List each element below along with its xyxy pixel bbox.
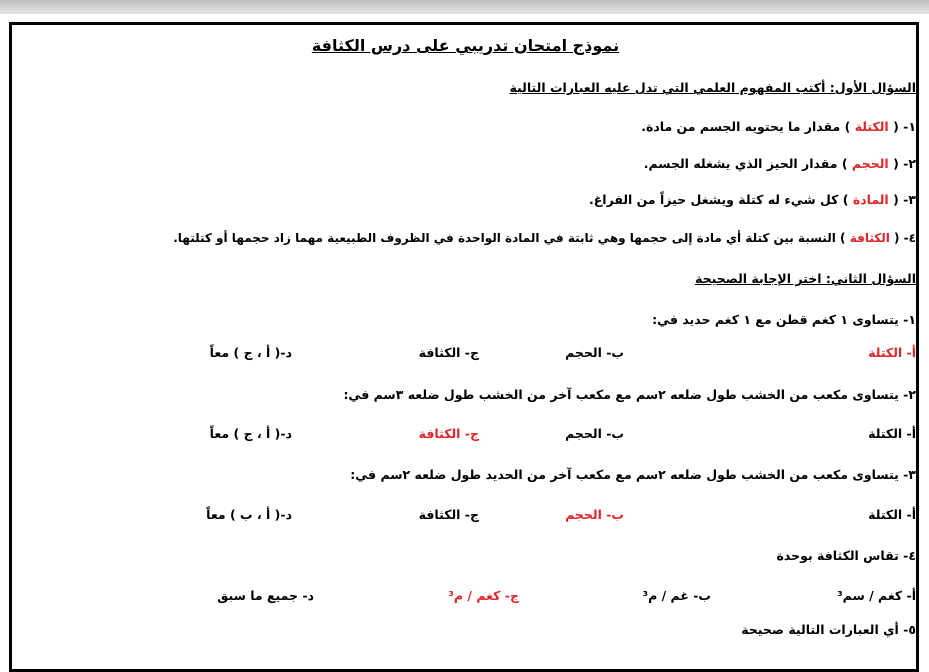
q2-option-a: أ- الكتلة [868,426,916,441]
item-text: كل شيء له كتلة ويشغل حيزاً من الفراغ. [589,192,839,207]
q3-option-d: د-( أ ، ب ) معاً [206,507,292,522]
question-5: ٥- أي العبارات التالية صحيحة [741,622,916,637]
window-top-bar [0,0,929,14]
item-text: مقدار ما يحتويه الجسم من مادة. [641,119,841,134]
item-answer: المادة [852,192,889,207]
s1-item-1 [641,119,916,135]
q3-option-b: ب- الحجم [565,507,624,522]
question-3: ٣- يتساوى مكعب من الخشب طول ضلعه ٢سم مع مكعب آخر من الحديد طول ضلعه ٢سم في: [350,467,916,482]
item-answer: الكتلة [854,119,889,134]
item-num: ٤- ( [894,231,916,245]
q1-option-a: أ- الكتلة [868,345,916,360]
q1-option-d: د-( أ ، ج ) معاً [209,345,292,360]
item-answer: الكثافة [849,231,890,245]
q4-option-d: د- جميع ما سبق [217,588,314,603]
q2-option-c: ج- الكثافة [418,426,479,441]
item-num: ٣- ( [893,192,916,207]
item-num: ٢- ( [893,156,916,171]
q2-option-b: ب- الحجم [565,426,624,441]
q1-option-c: ج- الكثافة [418,345,479,360]
q3-option-a: أ- الكتلة [868,507,916,522]
item-close: ) [844,119,851,134]
item-text: مقدار الحيز الذي يشغله الجسم. [643,156,838,171]
item-close: ) [841,156,848,171]
question-4: ٤- تقاس الكثافة بوحدة [776,548,916,563]
s1-item-2 [644,156,916,172]
q4-option-b: ب- غم / م³ [642,588,711,603]
item-close: ) [842,192,849,207]
q1-option-b: ب- الحجم [565,345,624,360]
s1-item-3 [589,192,916,208]
s1-item-4 [173,230,916,246]
item-close: ) [840,231,846,245]
question-1: ١- يتساوى ١ كغم قطن مع ١ كغم حديد في: [652,312,916,327]
section1-heading: السؤال الأول: أكتب المفهوم العلمي التي تدل عليه العبارات التالية [509,80,916,95]
section2-heading: السؤال الثاني: اختر الإجابة الصحيحة [695,271,916,286]
q3-option-c: ج- الكثافة [418,507,479,522]
page-title: نموذج امتحان تدريبي على درس الكثافة [311,36,620,55]
item-num: ١- ( [893,119,916,134]
item-answer: الحجم [851,156,889,171]
q4-option-c: ج- كغم / م³ [448,588,519,603]
q2-option-d: د-( أ ، ج ) معاً [209,426,292,441]
q4-option-a: أ- كغم / سم³ [837,588,916,603]
item-text: النسبة بين كتلة أي مادة إلى حجمها وهي ثابتة في المادة الواحدة في الظروف الطبيعية مهما زاد حجمها أو كتلتها. [173,231,836,245]
question-2: ٢- يتساوى مكعب من الخشب طول ضلعه ٢سم مع مكعب آخر من الخشب طول ضلعه ٣سم في: [343,387,916,402]
